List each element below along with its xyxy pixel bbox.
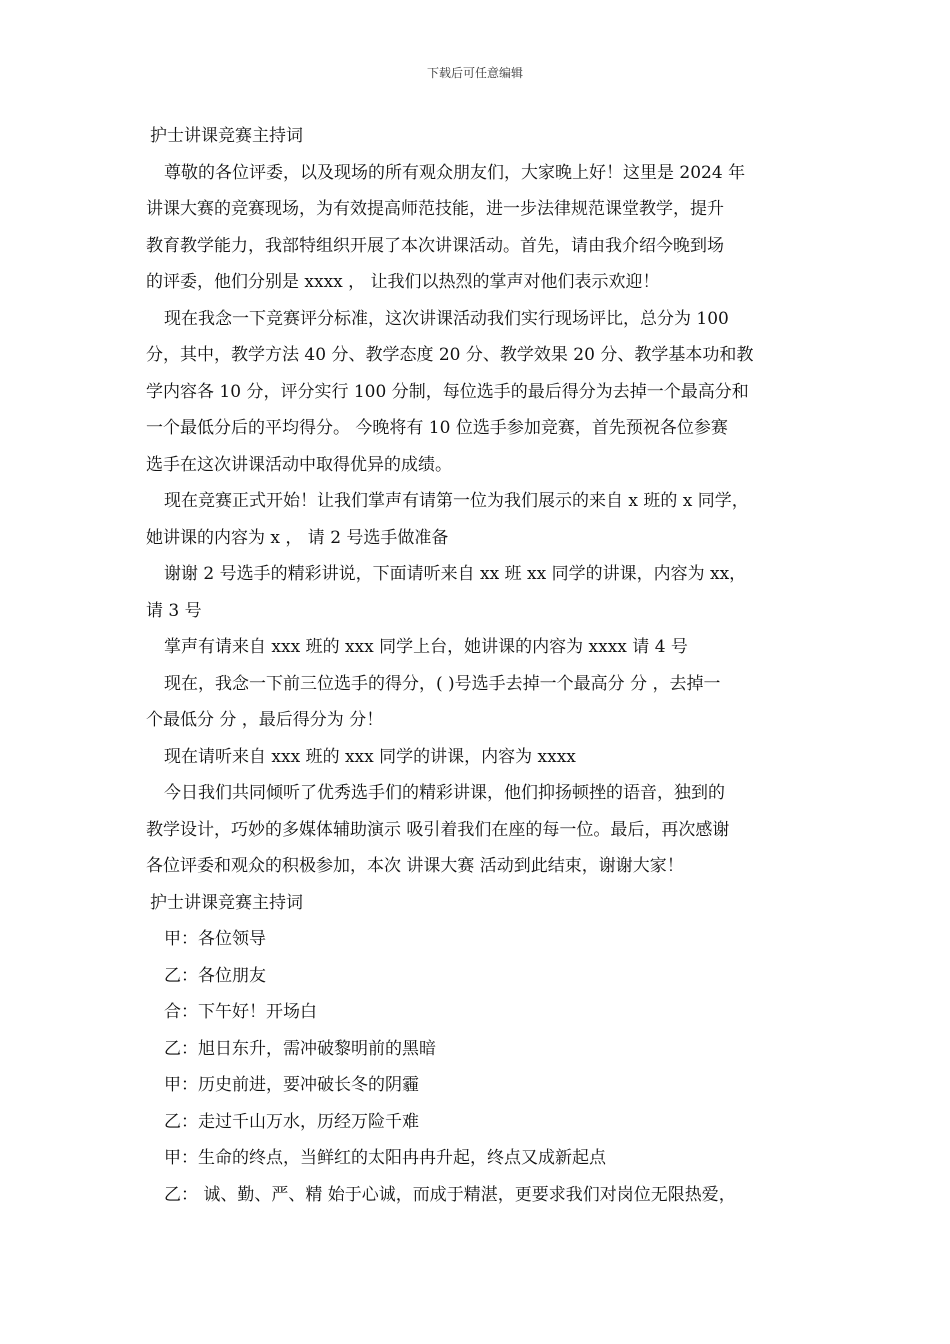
dialogue-line: 乙：旭日东升，需冲破黎明前的黑暗 [164, 1038, 436, 1059]
paragraph-line: 谢谢 2 号选手的精彩讲说，下面请听来自 xx 班 xx 同学的讲课，内容为 xx， [164, 564, 747, 584]
paragraph-line: 请 3 号 [146, 600, 202, 621]
paragraph-line: 她讲课的内容为 x ， 请 2 号选手做准备 [146, 527, 449, 548]
dialogue-line: 乙：走过千山万水，历经万险千难 [164, 1111, 419, 1132]
paragraph-line: 学内容各 10 分，评分实行 100 分制，每位选手的最后得分为去掉一个最高分和 [146, 381, 749, 402]
dialogue-line: 甲：各位领导 [164, 929, 266, 949]
document-body [146, 118, 822, 1213]
paragraph-line: 分，其中，教学方法 40 分、教学态度 20 分、教学效果 20 分、教学基本功和教 [146, 345, 754, 365]
section-title: 护士讲课竞赛主持词 [150, 126, 303, 146]
paragraph-line: 现在竞赛正式开始！让我们掌声有请第一位为我们展示的来自 x 班的 x 同学， [164, 491, 749, 511]
paragraph-line: 个最低分 分 ，最后得分为 分！ [146, 710, 384, 730]
paragraph-line: 讲课大赛的竞赛现场，为有效提高师范技能，进一步法律规范课堂教学，提升 [146, 199, 724, 219]
section-title: 护士讲课竞赛主持词 [150, 892, 303, 913]
paragraph-line: 掌声有请来自 xxx 班的 xxx 同学上台，她讲课的内容为 xxxx 请 4 号 [164, 637, 688, 657]
paragraph-line: 的评委，他们分别是 xxxx ， 让我们以热烈的掌声对他们表示欢迎！ [146, 272, 660, 292]
dialogue-line: 甲：生命的终点，当鲜红的太阳冉冉升起，终点又成新起点 [164, 1148, 606, 1168]
paragraph-line: 尊敬的各位评委，以及现场的所有观众朋友们，大家晚上好！这里是 2024 年 [164, 162, 746, 183]
paragraph-line: 现在我念一下竞赛评分标准，这次讲课活动我们实行现场评比，总分为 100 [164, 308, 729, 329]
dialogue-line: 乙：各位朋友 [164, 965, 266, 986]
paragraph-line: 现在请听来自 xxx 班的 xxx 同学的讲课，内容为 xxxx [164, 746, 576, 767]
dialogue-line: 合：下午好！开场白 [164, 1002, 317, 1022]
dialogue-line: 乙： 诚、勤、严、精 始于心诚，而成于精湛，更要求我们对岗位无限热爱， [164, 1184, 736, 1205]
dialogue-line: 甲：历史前进，要冲破长冬的阴霾 [164, 1075, 419, 1095]
paragraph-line: 教育教学能力，我部特组织开展了本次讲课活动。首先，请由我介绍今晚到场 [146, 235, 724, 256]
paragraph-line: 各位评委和观众的积极参加，本次 讲课大赛 活动到此结束，谢谢大家！ [146, 856, 684, 876]
paragraph-line: 选手在这次讲课活动中取得优异的成绩。 [146, 454, 452, 475]
paragraph-line: 教学设计，巧妙的多媒体辅助演示 吸引着我们在座的每一位。最后，再次感谢 [146, 819, 730, 840]
paragraph-line: 今日我们共同倾听了优秀选手们的精彩讲课，他们抑扬顿挫的语音，独到的 [164, 783, 725, 803]
page-header: 下载后可任意编辑 [426, 66, 523, 80]
paragraph-line: 一个最低分后的平均得分。 今晚将有 10 位选手参加竞赛，首先预祝各位参赛 [146, 418, 728, 438]
paragraph-line: 现在，我念一下前三位选手的得分，( )号选手去掉一个最高分 分 ，去掉一 [164, 673, 721, 694]
